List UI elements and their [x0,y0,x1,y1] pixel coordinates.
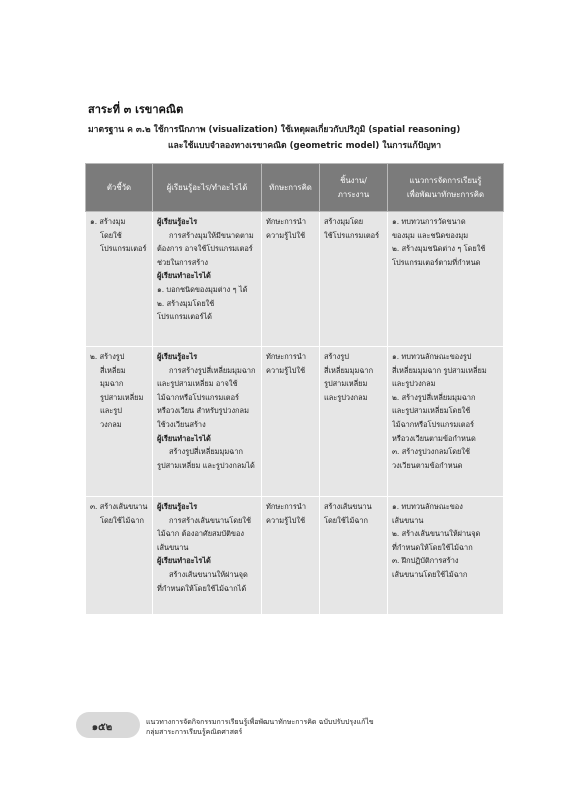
cell-text: รูปสามเหลี่ยม [324,379,368,389]
cell-text: ๑. ทบทวนลักษณะของ [392,502,463,511]
header-text: ภาระงาน [337,189,370,199]
cell-text: ที่กำหนดให้โดยใช้ไม้ฉากได้ [157,583,247,593]
header-text: ตัวชี้วัด [106,182,132,192]
cell-text: โปรแกรมเตอร์ได้ [157,312,212,322]
work-cell [320,212,388,347]
cell-text: ไม้ฉากหรือโปรแกรมเตอร์ [157,392,239,402]
indicator-cell [86,497,153,615]
learning-cell [153,497,262,615]
cell-text: ต้องการ อาจใช้โปรแกรมเตอร์ [157,244,253,254]
what-do-label: ผู้เรียนทำอะไรได้ [157,556,211,566]
cell-text: สี่เหลี่ยมมุมฉาก รูปสามเหลี่ยม [392,365,487,375]
standard-line-2: และใช้แบบจำลองทางเรขาคณิต (geometric model) ในการแก้ปัญหา [168,141,442,151]
cell-text: ทักษะการนำ [266,352,306,361]
cell-text: ๓. สร้างเส้นขนาน [90,502,148,511]
header-row [86,164,504,212]
strand-title: สาระที่ ๓ เรขาคณิต [88,103,184,116]
cell-text: ความรู้ไปใช้ [266,230,306,240]
table-row [86,347,504,497]
guideline-cell [388,212,504,347]
cell-text: ๒. สร้างรูป [90,352,125,361]
cell-text: วงกลม [100,419,122,429]
cell-text: ทักษะการนำ [266,502,306,511]
page-number: ๑๕๒ [91,722,113,733]
cell-text: ๒. สร้างมุมโดยใช้ [157,298,215,308]
cell-text: โดยใช้ [100,230,122,240]
cell-text: และรูปวงกลม [324,392,368,402]
cell-text: ที่กำหนดให้โดยใช้ไม้ฉาก [392,542,473,552]
cell-text: เส้นขนาน [392,515,424,525]
curriculum-table [85,163,504,615]
cell-text: โดยใช้ไม้ฉาก [100,515,144,525]
cell-text: สร้างรูป [324,352,349,361]
cell-text: และรูปสามเหลี่ยมโดยใช้ [392,406,471,416]
header-guideline [388,164,504,212]
cell-text: สร้างเส้นขนาน [324,502,372,511]
cell-text: ใช้โปรแกรมเตอร์ [324,230,380,240]
cell-text: ๓. สร้างรูปวงกลมโดยใช้ [392,447,471,457]
thinking-skill-cell [262,347,320,497]
thinking-skill-cell [262,497,320,615]
header-text: แนวการจัดการเรียนรู้ [409,175,482,185]
cell-text: โปรแกรมเตอร์ตามที่กำหนด [392,257,481,267]
footer-line-1: แนวทางการจัดกิจกรรมการเรียนรู้เพื่อพัฒนาทักษะการคิด ฉบับปรับปรุงแก้ไข [146,718,374,726]
indicator-cell [86,347,153,497]
header-text: เพื่อพัฒนาทักษะการคิด [406,189,485,199]
footer-text [146,717,506,737]
cell-text: และรูป [100,406,122,416]
header-text: ชิ้นงาน/ [340,175,367,185]
table-row [86,497,504,615]
cell-text: การสร้างมุมให้มีขนาดตาม [169,230,254,240]
cell-text: ความรู้ไปใช้ [266,365,306,375]
cell-text: สร้างเส้นขนานให้ผ่านจุด [169,569,248,579]
cell-text: ๑. สร้างมุม [90,217,126,226]
learning-cell [153,212,262,347]
header-work [320,164,388,212]
standard-line-1: มาตรฐาน ค ๓.๒ ใช้การนึกภาพ (visualization) ใช้เหตุผลเกี่ยวกับปริภูมิ (spatial reasoning) [88,125,461,135]
what-learn-label: ผู้เรียนรู้อะไร [157,352,198,361]
cell-text: ทักษะการนำ [266,217,306,226]
header-indicator [86,164,153,212]
table-row [86,212,504,347]
cell-text: ไม้ฉาก ต้องอาศัยสมบัติของ [157,529,245,539]
cell-text: การสร้างรูปสี่เหลี่ยมมุมฉาก [169,365,256,375]
cell-text: ของมุม และชนิดของมุม [392,230,469,240]
cell-text: รูปสามเหลี่ยม และรูปวงกลมได้ [157,460,255,470]
guideline-cell [388,497,504,615]
cell-text: โปรแกรมเตอร์ [100,244,147,254]
cell-text: เส้นขนาน [157,542,189,552]
cell-text: และรูปสามเหลี่ยม อาจใช้ [157,379,238,389]
cell-text: ๑. ทบทวนการวัดขนาด [392,217,466,226]
cell-text: ใช้วงเวียนสร้าง [157,419,206,429]
cell-text: วงเวียนตามข้อกำหนด [392,460,463,470]
header-text: ผู้เรียนรู้อะไร/ทำอะไรได้ [166,182,248,192]
cell-text: สร้างรูปสี่เหลี่ยมมุมฉาก [169,447,243,457]
cell-text: ๒. สร้างเส้นขนานให้ผ่านจุด [392,529,481,539]
cell-text: ๑. บอกชนิดของมุมต่าง ๆ ได้ [157,284,248,294]
cell-text: สี่เหลี่ยม [100,365,126,375]
header-learning [153,164,262,212]
cell-text: ความรู้ไปใช้ [266,515,306,525]
learning-cell [153,347,262,497]
cell-text: ๑. ทบทวนลักษณะของรูป [392,352,472,361]
cell-text: ไม้ฉากหรือโปรแกรมเตอร์ [392,419,474,429]
cell-text: ๒. สร้างรูปสี่เหลี่ยมมุมฉาก [392,392,476,402]
cell-text: ช่วยในการสร้าง [157,257,208,267]
what-do-label: ผู้เรียนทำอะไรได้ [157,271,211,281]
header-thinking-skill [262,164,320,212]
cell-text: หรือวงเวียนตามข้อกำหนด [392,433,476,443]
work-cell [320,347,388,497]
cell-text: ๓. ฝึกปฏิบัติการสร้าง [392,556,459,566]
thinking-skill-cell [262,212,320,347]
footer-line-2: กลุ่มสาระการเรียนรู้คณิตศาสตร์ [146,728,243,736]
cell-text: สี่เหลี่ยมมุมฉาก [324,365,374,375]
cell-text: และรูปวงกลม [392,379,436,389]
cell-text: การสร้างเส้นขนานโดยใช้ [169,515,251,525]
guideline-cell [388,347,504,497]
cell-text: โดยใช้ไม้ฉาก [324,515,368,525]
header-text: ทักษะการคิด [269,182,312,192]
work-cell [320,497,388,615]
table-header [86,164,504,212]
indicator-cell [86,212,153,347]
learning-standard [88,122,508,154]
cell-text: เส้นขนานโดยใช้ไม้ฉาก [392,569,468,579]
what-learn-label: ผู้เรียนรู้อะไร [157,217,198,226]
what-do-label: ผู้เรียนทำอะไรได้ [157,433,211,443]
what-learn-label: ผู้เรียนรู้อะไร [157,502,198,511]
cell-text: มุมฉาก [100,379,124,389]
cell-text: รูปสามเหลี่ยม [100,392,144,402]
cell-text: สร้างมุมโดย [324,217,364,226]
cell-text: ๒. สร้างมุมชนิดต่าง ๆ โดยใช้ [392,244,486,254]
table-body [86,212,504,615]
cell-text: หรือวงเวียน สำหรับรูปวงกลม [157,406,249,416]
